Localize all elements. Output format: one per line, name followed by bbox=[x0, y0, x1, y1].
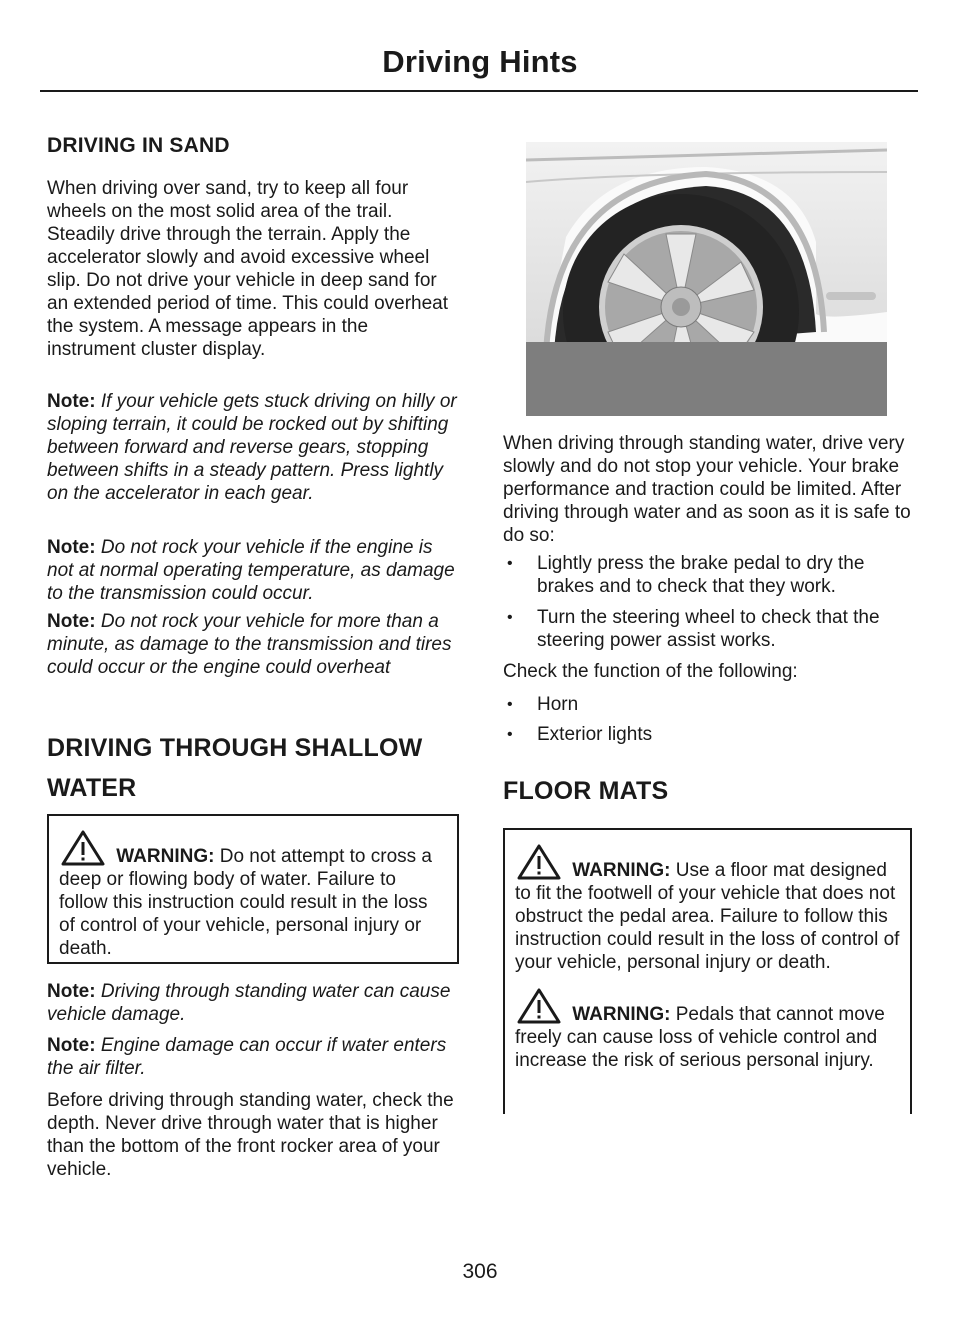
list-item: • Exterior lights bbox=[503, 723, 915, 746]
note-water-2 bbox=[47, 1034, 461, 1080]
note-text: Do not rock your vehicle for more than a minute, as damage to the transmission and tires could occur or the engine could overheat bbox=[47, 611, 452, 678]
note-text: If your vehicle gets stuck driving on hilly or sloping terrain, it could be rocked out by shifting between forward and reverse gears, stopping between shifts in a steady pattern. Press lightly on the accelerator in each gear. bbox=[47, 391, 457, 504]
warning-triangle-icon bbox=[517, 844, 561, 880]
page-title: Driving Hints bbox=[382, 44, 578, 79]
note-water-1 bbox=[47, 980, 461, 1026]
water-body-text: Before driving through standing water, check the depth. Never drive through water that is higher than the bottom of the front rocker area of your vehicle. bbox=[47, 1090, 454, 1180]
warning-label: WARNING: bbox=[572, 860, 671, 881]
warning-box-floor-mats bbox=[503, 828, 912, 1114]
warning-body: Use a floor mat designed to fit the footwell of your vehicle that does not obstruct the pedal area. Failure to follow this instruction could result in the loss of control of your vehicle, personal injury or death. bbox=[515, 860, 900, 973]
warning-label: WARNING: bbox=[116, 846, 215, 867]
warning-text-water bbox=[59, 830, 447, 960]
note-label: Note: bbox=[47, 391, 96, 412]
wheel-in-water-illustration bbox=[526, 142, 887, 416]
warning-triangle-icon bbox=[517, 988, 561, 1024]
section-heading-floor-mats: FLOOR MATS bbox=[503, 777, 669, 805]
header-divider bbox=[40, 90, 918, 92]
list-item: • Horn bbox=[503, 693, 915, 716]
sand-body-text: When driving over sand, try to keep all four wheels on the most solid area of the trail. Steadily drive through the terrain. Apply the accelerator slowly and avoid excessive wheel slip. Do not drive your vehicle in deep sand for an extended period of time. This could overheat the system. A message appears in the instrument cluster display. bbox=[47, 178, 449, 360]
section-heading-water-line1: DRIVING THROUGH SHALLOW bbox=[47, 734, 423, 762]
note-text: Driving through standing water can cause vehicle damage. bbox=[47, 981, 451, 1025]
warning-triangle-icon bbox=[61, 830, 105, 866]
after-water-list bbox=[503, 552, 915, 652]
page-number: 306 bbox=[462, 1260, 498, 1283]
section-heading-sand: DRIVING IN SAND bbox=[47, 134, 230, 157]
warning-text-floor-2 bbox=[515, 988, 900, 1072]
warning-text-floor-1 bbox=[515, 844, 900, 974]
note-label: Note: bbox=[47, 1035, 96, 1056]
list-item: • Lightly press the brake pedal to dry the brakes and to check that they work. bbox=[503, 552, 915, 598]
warning-box-water bbox=[47, 814, 459, 964]
section-heading-water-line2: WATER bbox=[47, 774, 137, 802]
note-text: Do not rock your vehicle if the engine is not at normal operating temperature, as damage to the transmission could occur. bbox=[47, 537, 455, 604]
water-driving-text: When driving through standing water, drive very slowly and do not stop your vehicle. Your brake performance and traction could be limited. After driving through water and as soon as it is safe to do so: bbox=[503, 433, 911, 546]
list-item: • Turn the steering wheel to check that the steering power assist works. bbox=[503, 606, 915, 652]
check-list bbox=[503, 693, 915, 746]
note-label: Note: bbox=[47, 981, 96, 1002]
note-label: Note: bbox=[47, 611, 96, 632]
note-text: Engine damage can occur if water enters the air filter. bbox=[47, 1035, 447, 1079]
check-intro-text: Check the function of the following: bbox=[503, 661, 798, 682]
note-label: Note: bbox=[47, 537, 96, 558]
note-sand-1 bbox=[47, 390, 461, 505]
warning-body: Pedals that cannot move freely can cause loss of vehicle control and increase the risk of serious personal injury. bbox=[515, 1004, 885, 1071]
note-sand-2 bbox=[47, 536, 461, 605]
section-heading-water bbox=[47, 728, 461, 808]
warning-label: WARNING: bbox=[572, 1004, 671, 1025]
warning-body: Do not attempt to cross a deep or flowing body of water. Failure to follow this instruction could result in the loss of control of your vehicle, personal injury or death. bbox=[59, 846, 432, 959]
note-sand-3 bbox=[47, 610, 461, 679]
